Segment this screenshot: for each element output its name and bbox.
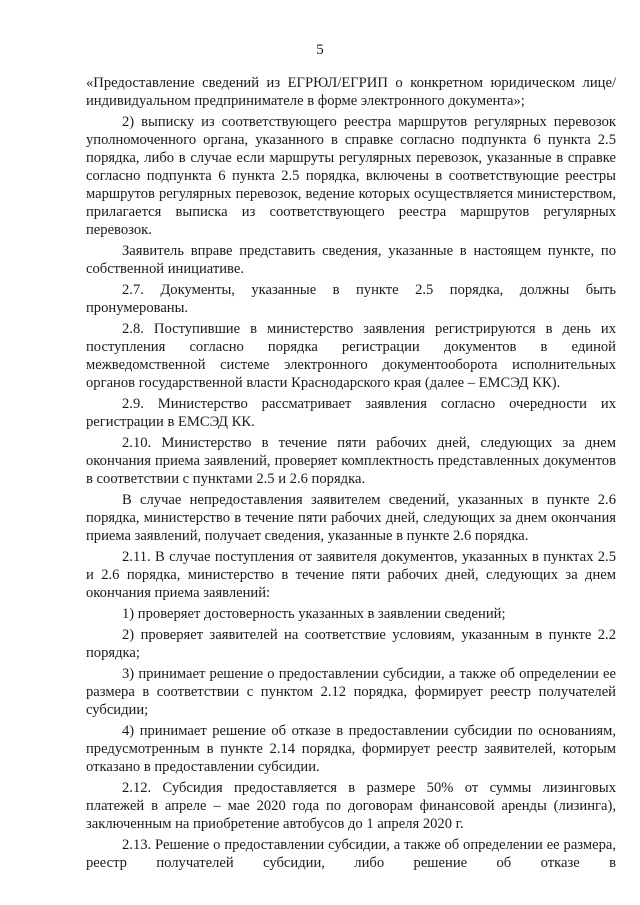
list-item: 2) проверяет заявителей на соответствие условиям, указанным в пункте 2.2 порядка; bbox=[86, 627, 616, 661]
paragraph: 2) выписку из соответствующего реестра маршрутов регулярных перевозок уполномоченного органа, указанного в справке согласно подпункта 6 пункта 2.5 порядка, либо в случае если маршруты регулярных перевозок, указанные в справке согласно подпункта 6 пункта 2.5 порядка, включены в соответствующие реестры маршрутов регулярных перевозок, ведение которых осуществляется министерством, прилагается выписка из соответствующего реестра маршрутов регулярных перевозок. bbox=[86, 114, 616, 238]
paragraph: 2.11. В случае поступления от заявителя документов, указанных в пунктах 2.5 и 2.6 порядка, министерство в течение пяти рабочих дней, следующих за днем окончания приема заявлений: bbox=[86, 549, 616, 601]
paragraph: 2.10. Министерство в течение пяти рабочих дней, следующих за днем окончания приема заявлений, проверяет комплектность представленных документов в соответствии с пунктами 2.5 и 2.6 порядка. bbox=[86, 435, 616, 487]
paragraph: 2.7. Документы, указанные в пункте 2.5 порядка, должны быть пронумерованы. bbox=[86, 282, 616, 316]
paragraph: В случае непредоставления заявителем сведений, указанных в пункте 2.6 порядка, министерство в течение пяти рабочих дней, следующих за днем окончания приема заявлений, получает сведения, указанные в пункте 2.6 порядка. bbox=[86, 492, 616, 544]
list-item: 3) принимает решение о предоставлении субсидии, а также об определении ее размера в соответствии с пунктом 2.12 порядка, формирует реестр получателей субсидии; bbox=[86, 666, 616, 718]
paragraph: «Предоставление сведений из ЕГРЮЛ/ЕГРИП о конкретном юридическом лице/индивидуальном предпринимателе в форме электронного документа»; bbox=[86, 75, 616, 109]
paragraph: 2.12. Субсидия предоставляется в размере 50% от суммы лизинговых платежей в апреле – мае 2020 года по договорам финансовой аренды (лизинга), заключенным на приобретение автобусов до 1 апреля 2020 г. bbox=[86, 780, 616, 832]
list-item: 4) принимает решение об отказе в предоставлении субсидии по основаниям, предусмотренным в пункте 2.14 порядка, формирует реестр заявителей, которым отказано в предоставлении субсидии. bbox=[86, 723, 616, 775]
document-body bbox=[86, 74, 616, 875]
page-number: 5 bbox=[316, 42, 324, 58]
list-item: 1) проверяет достоверность указанных в заявлении сведений; bbox=[122, 606, 506, 622]
paragraph: 2.8. Поступившие в министерство заявления регистрируются в день их поступления согласно порядка регистрации документов в единой межведомственной системе электронного документооборота исполнительных органов государственной власти Краснодарского края (далее – ЕМСЭД КК). bbox=[86, 321, 616, 391]
paragraph: 2.13. Решение о предоставлении субсидии, а также об определении ее размера, реестр получателей субсидии, либо решение об отказе в bbox=[86, 837, 616, 871]
paragraph: Заявитель вправе представить сведения, указанные в настоящем пункте, по собственной инициативе. bbox=[86, 243, 616, 277]
paragraph: 2.9. Министерство рассматривает заявления согласно очередности их регистрации в ЕМСЭД КК. bbox=[86, 396, 616, 430]
